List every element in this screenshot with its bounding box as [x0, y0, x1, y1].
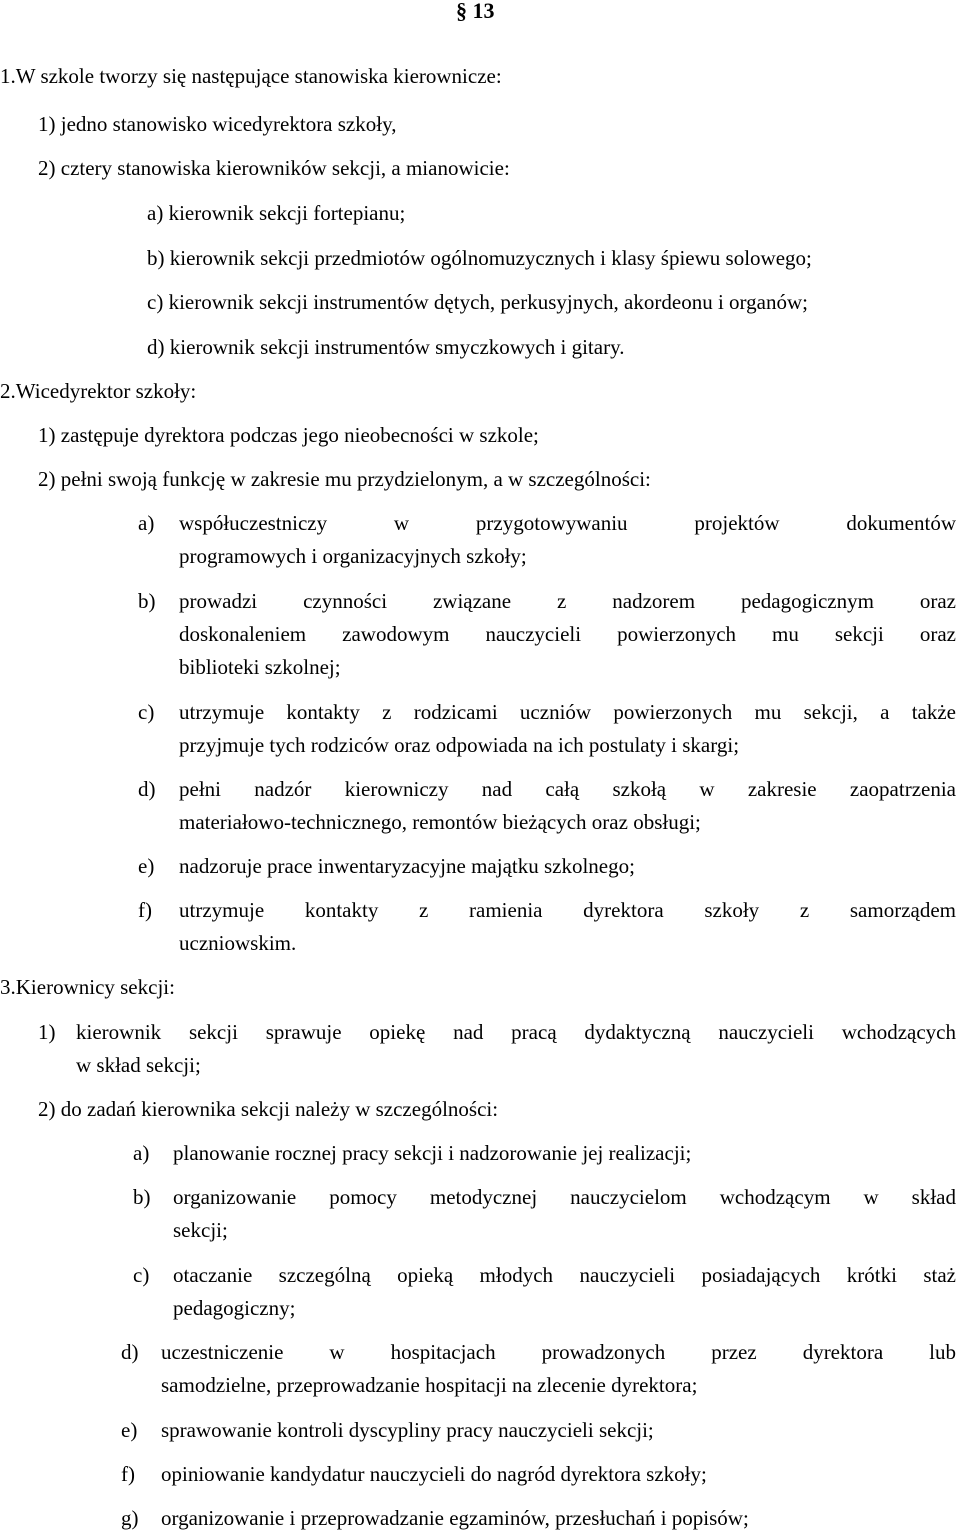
list-marker: a) — [133, 1141, 150, 1165]
list-item-line: programowych i organizacyjnych szkoły; — [179, 544, 527, 568]
list-item-line: sprawowanie kontroli dyscypliny pracy nauczycieli sekcji; — [161, 1418, 654, 1442]
paragraph-3-item-2: 2) do zadań kierownika sekcji należy w szczególności: — [38, 1097, 499, 1121]
list-marker: c) — [138, 700, 155, 724]
paragraph-1-subitem-c: c) kierownik sekcji instrumentów dętych, perkusyjnych, akordeonu i organów; — [147, 290, 808, 314]
paragraph-1-heading: 1.W szkole tworzy się następujące stanowiska kierownicze: — [0, 64, 502, 88]
list-marker: f) — [138, 898, 152, 922]
list-item-line: uczestniczenie w hospitacjach prowadzonych przez dyrektora lub — [161, 1340, 956, 1364]
list-item-line: utrzymuje kontakty z rodzicami uczniów powierzonych mu sekcji, a także — [179, 700, 956, 724]
list-item-line: opiniowanie kandydatur nauczycieli do nagród dyrektora szkoły; — [161, 1462, 707, 1486]
list-item-line: kierownik sekcji sprawuje opiekę nad pracą dydaktyczną nauczycieli wchodzących — [76, 1020, 956, 1044]
paragraph-1-subitem-a: a) kierownik sekcji fortepianu; — [147, 201, 406, 225]
list-item-line: pedagogiczny; — [173, 1296, 296, 1320]
list-item-line: organizowanie i przeprowadzanie egzaminów, przesłuchań i popisów; — [161, 1506, 749, 1530]
list-marker: c) — [133, 1263, 150, 1287]
list-item-line: sekcji; — [173, 1218, 228, 1242]
list-item-line: biblioteki szkolnej; — [179, 655, 341, 679]
list-item-line: prowadzi czynności związane z nadzorem pedagogicznym oraz — [179, 589, 956, 613]
list-item-line: utrzymuje kontakty z ramienia dyrektora szkoły z samorządem — [179, 898, 956, 922]
list-item-line: organizowanie pomocy metodycznej nauczycielom wchodzącym w skład — [173, 1185, 956, 1209]
list-item-line: współuczestniczy w przygotowywaniu projektów dokumentów — [179, 511, 956, 535]
paragraph-1-item-1: 1) jedno stanowisko wicedyrektora szkoły, — [38, 112, 397, 136]
paragraph-1-subitem-d: d) kierownik sekcji instrumentów smyczkowych i gitary. — [147, 335, 625, 359]
paragraph-3-heading: 3.Kierownicy sekcji: — [0, 975, 175, 999]
list-marker: 1) — [38, 1020, 56, 1044]
list-item-line: pełni nadzór kierowniczy nad całą szkołą w zakresie zaopatrzenia — [179, 777, 956, 801]
list-item-line: w skład sekcji; — [76, 1053, 201, 1077]
paragraph-1-subitem-b: b) kierownik sekcji przedmiotów ogólnomuzycznych i klasy śpiewu solowego; — [147, 246, 812, 270]
list-item-line: materiałowo-technicznego, remontów bieżących oraz obsługi; — [179, 810, 701, 834]
list-marker: d) — [138, 777, 156, 801]
list-marker: g) — [121, 1506, 139, 1530]
list-item-line: samodzielne, przeprowadzanie hospitacji na zlecenie dyrektora; — [161, 1373, 698, 1397]
list-item-line: planowanie rocznej pracy sekcji i nadzorowanie jej realizacji; — [173, 1141, 692, 1165]
paragraph-1-item-2: 2) cztery stanowiska kierowników sekcji, a mianowicie: — [38, 156, 510, 180]
paragraph-2-heading: 2.Wicedyrektor szkoły: — [0, 379, 197, 403]
paragraph-2-item-2: 2) pełni swoją funkcję w zakresie mu przydzielonym, a w szczególności: — [38, 467, 651, 491]
list-marker: b) — [138, 589, 156, 613]
list-item-line: nadzoruje prace inwentaryzacyjne majątku szkolnego; — [179, 854, 635, 878]
list-marker: e) — [138, 854, 155, 878]
section-title: § 13 — [456, 0, 495, 23]
list-item-line: otaczanie szczególną opieką młodych nauczycieli posiadających krótki staż — [173, 1263, 956, 1287]
list-marker: e) — [121, 1418, 138, 1442]
list-marker: f) — [121, 1462, 135, 1486]
list-item-line: uczniowskim. — [179, 931, 297, 955]
paragraph-2-item-1: 1) zastępuje dyrektora podczas jego nieobecności w szkole; — [38, 423, 539, 447]
list-marker: a) — [138, 511, 155, 535]
list-item-line: doskonaleniem zawodowym nauczycieli powierzonych mu sekcji oraz — [179, 622, 956, 646]
list-item-line: przyjmuje tych rodziców oraz odpowiada na ich postulaty i skargi; — [179, 733, 740, 757]
list-marker: d) — [121, 1340, 139, 1364]
list-marker: b) — [133, 1185, 151, 1209]
